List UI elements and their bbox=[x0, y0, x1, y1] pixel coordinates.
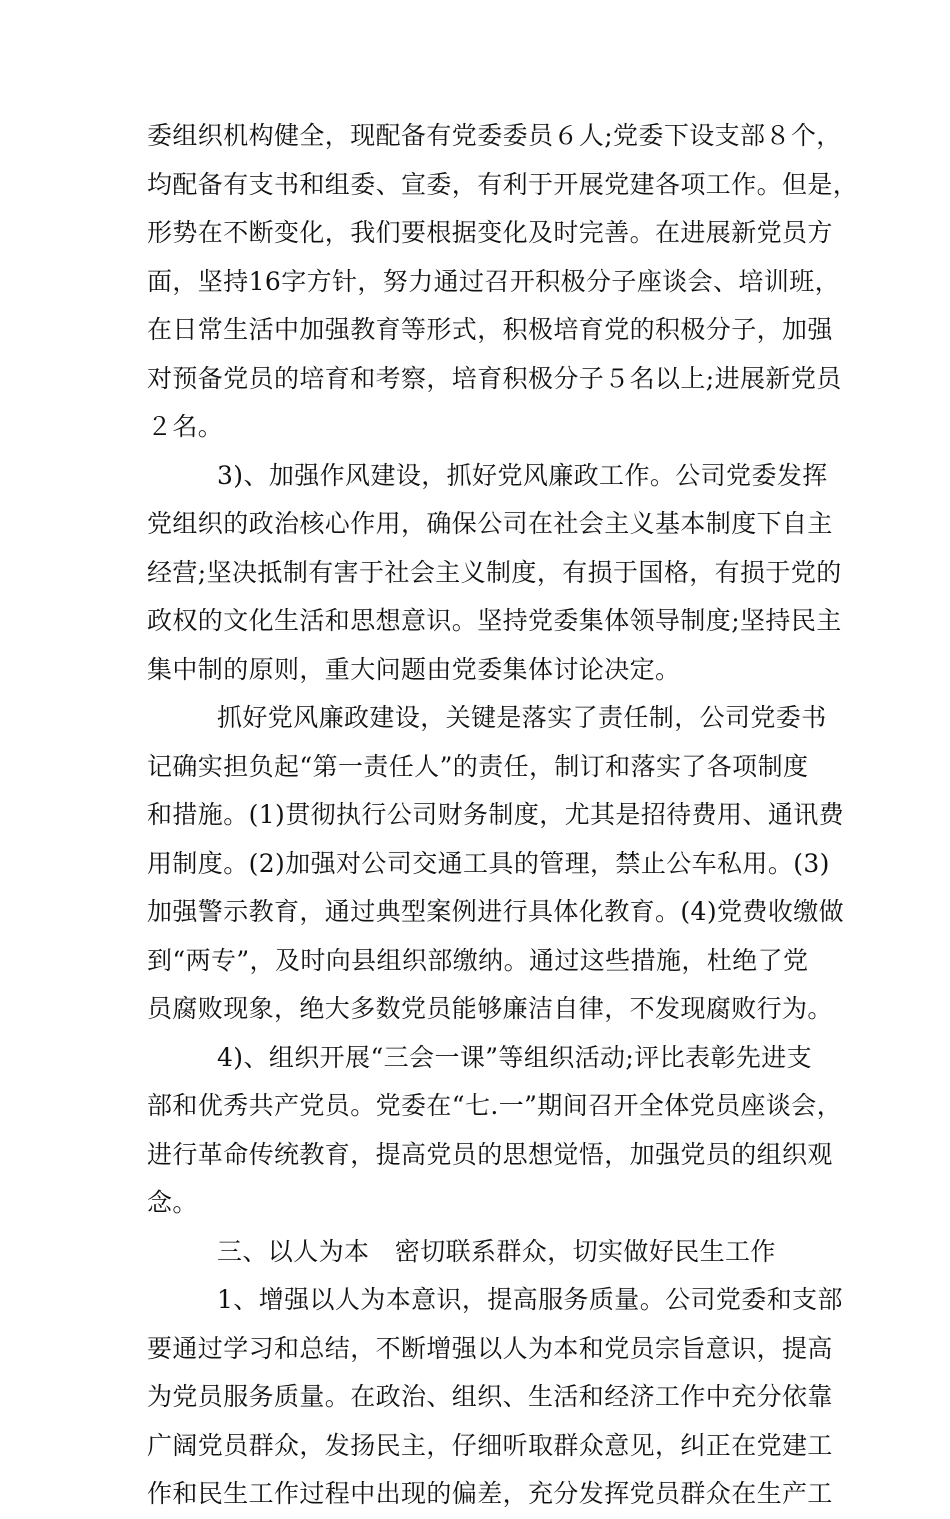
text-line: 形势在不断变化，我们要根据变化及时完善。在进展新党员方 bbox=[147, 218, 833, 247]
text-line: 对预备党员的培育和考察，培育积极分子５名以上;进展新党员 bbox=[147, 363, 842, 393]
text-line: 3)、加强作风建设，抓好党风廉政工作。公司党委发挥 bbox=[217, 460, 828, 490]
text-line: 和措施。(1)贯彻执行公司财务制度，尤其是招待费用、通讯费 bbox=[147, 800, 845, 829]
text-line: 到“两专”，及时向县组织部缴纳。通过这些措施，杜绝了党 bbox=[147, 945, 809, 975]
section-heading-text: 三、以人为本 密切联系群众，切实做好民生工作 bbox=[217, 1236, 776, 1266]
text-line: ２名。 bbox=[147, 412, 224, 441]
text-line: 1、增强以人为本意识，提高服务质量。公司党委和支部 bbox=[217, 1285, 843, 1314]
text-line: 为党员服务质量。在政治、组织、生活和经济工作中充分依靠 bbox=[147, 1382, 833, 1411]
text-line: 在日常生活中加强教育等形式，积极培育党的积极分子，加强 bbox=[147, 315, 833, 344]
text-line: 部和优秀共产党员。党委在“七.一”期间召开全体党员座谈会， bbox=[147, 1091, 843, 1120]
document-body bbox=[147, 112, 859, 1519]
text-line: 集中制的原则，重大问题由党委集体讨论决定。 bbox=[147, 654, 681, 684]
text-line: 要通过学习和总结，不断增强以人为本和党员宗旨意识，提高 bbox=[147, 1333, 833, 1363]
text-line: 抓好党风廉政建设，关键是落实了责任制，公司党委书 bbox=[217, 703, 827, 732]
text-line: 念。 bbox=[147, 1188, 198, 1217]
paragraph-organization-activities bbox=[147, 1034, 843, 1228]
text-line: 加强警示教育，通过典型案例进行具体化教育。(4)党费收缴做 bbox=[147, 897, 845, 926]
text-line: 委组织机构健全，现配备有党委委员６人;党委下设支部８个， bbox=[147, 121, 842, 150]
text-line: 员腐败现象，绝大多数党员能够廉洁自律，不发现腐败行为。 bbox=[147, 994, 833, 1023]
paragraph-party-organization bbox=[147, 112, 859, 452]
text-line: 用制度。(2)加强对公司交通工具的管理，禁止公车私用。(3) bbox=[147, 848, 830, 878]
paragraph-people-oriented bbox=[147, 1276, 843, 1519]
text-line: 4)、组织开展“三会一课”等组织活动;评比表彰先进支 bbox=[217, 1042, 813, 1072]
section-heading bbox=[147, 1228, 807, 1277]
paragraph-clean-government bbox=[147, 694, 845, 1034]
text-line: 记确实担负起“第一责任人”的责任，制订和落实了各项制度 bbox=[147, 751, 809, 781]
text-line: 作和民生工作过程中出现的偏差，充分发挥党员群众在生产工 bbox=[147, 1479, 833, 1508]
text-line: 经营;坚决抵制有害于社会主义制度，有损于国格，有损于党的 bbox=[147, 557, 842, 587]
text-line: 进行革命传统教育，提高党员的思想觉悟，加强党员的组织观 bbox=[147, 1139, 833, 1169]
paragraph-work-style bbox=[147, 452, 842, 695]
text-line: 党组织的政治核心作用，确保公司在社会主义基本制度下自主 bbox=[147, 509, 833, 538]
text-line: 面，坚持16字方针，努力通过召开积极分子座谈会、培训班， bbox=[147, 266, 841, 296]
text-line: 广阔党员群众，发扬民主，仔细听取群众意见，纠正在党建工 bbox=[147, 1430, 833, 1460]
text-line: 政权的文化生活和思想意识。坚持党委集体领导制度;坚持民主 bbox=[147, 606, 842, 635]
text-line: 均配备有支书和组委、宣委，有利于开展党建各项工作。但是， bbox=[147, 169, 859, 199]
